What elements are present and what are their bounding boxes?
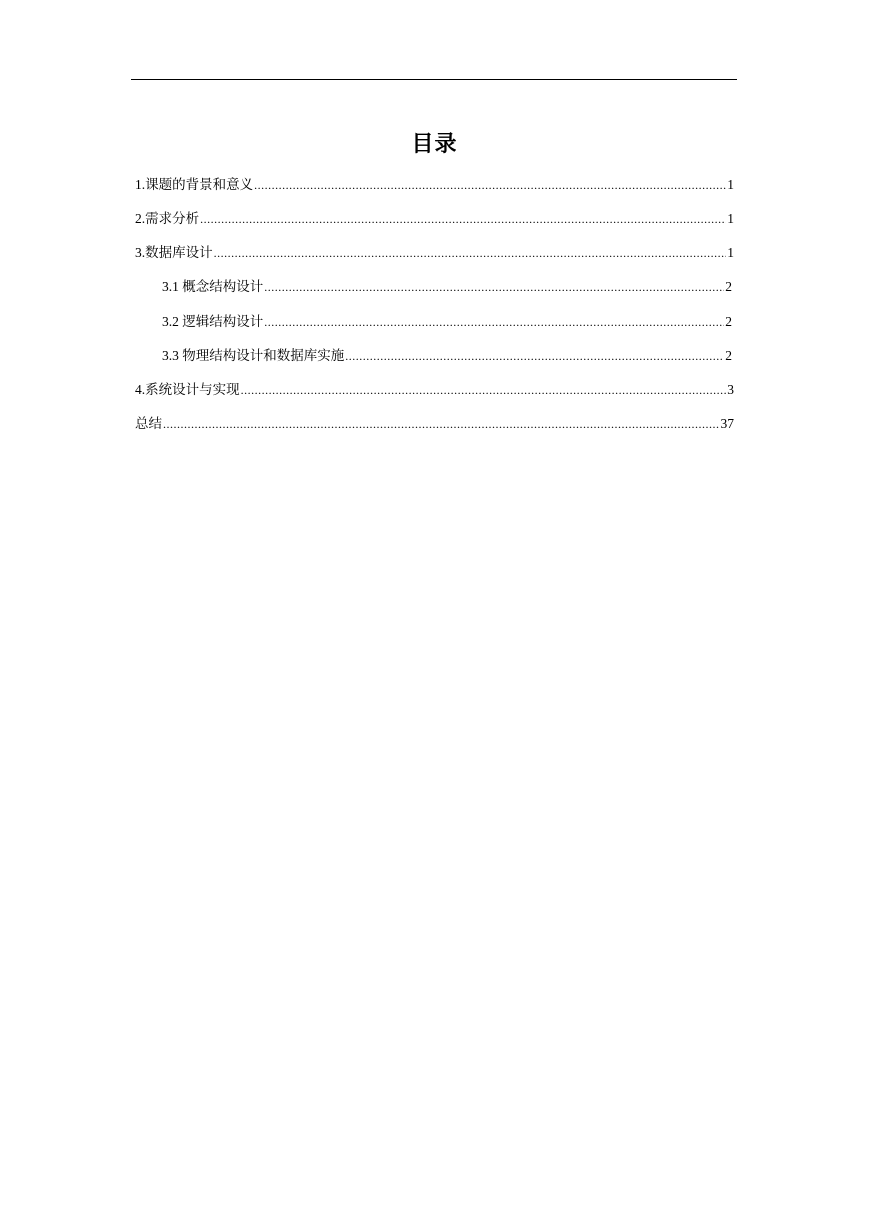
- toc-dot-leader: [200, 210, 726, 228]
- toc-title: 目录: [411, 132, 458, 157]
- toc-entry-label: 1.课题的背景和意义: [135, 177, 254, 192]
- toc-dot-leader: [241, 381, 727, 399]
- toc-entry-label: 2.需求分析: [135, 211, 200, 226]
- toc-entry-label: 4.系统设计与实现: [135, 382, 240, 397]
- toc-dot-leader: [345, 347, 724, 365]
- toc-entry[interactable]: [135, 415, 734, 433]
- toc-entry-page: 1: [727, 177, 734, 192]
- toc-entry-label: 总结: [135, 416, 162, 431]
- toc-entry-label: 3.3 物理结构设计和数据库实施: [162, 348, 345, 363]
- toc-entry-page: 2: [725, 279, 732, 294]
- toc-dot-leader: [264, 278, 724, 296]
- toc-dot-leader: [214, 244, 727, 262]
- toc-entry-page: 1: [727, 211, 734, 226]
- toc-dot-leader: [163, 415, 720, 433]
- toc-entry-page: 3: [727, 382, 734, 397]
- toc-entry-label: 3.2 逻辑结构设计: [162, 314, 264, 329]
- toc-subentry[interactable]: [162, 347, 732, 365]
- toc-entry-page: 2: [725, 314, 732, 329]
- toc-entry-page: 1: [727, 245, 734, 260]
- toc-entry[interactable]: [135, 381, 734, 399]
- toc-entry[interactable]: [135, 176, 734, 194]
- toc-entry[interactable]: [135, 244, 734, 262]
- toc-entry-label: 3.1 概念结构设计: [162, 279, 264, 294]
- toc-entry-page: 37: [720, 416, 734, 431]
- toc-entry[interactable]: [135, 210, 734, 228]
- toc-subentry[interactable]: [162, 313, 732, 331]
- toc-dot-leader: [264, 313, 724, 331]
- toc-subentry[interactable]: [162, 278, 732, 296]
- toc-entry-page: 2: [725, 348, 732, 363]
- toc-dot-leader: [254, 176, 726, 194]
- toc-entry-label: 3.数据库设计: [135, 245, 213, 260]
